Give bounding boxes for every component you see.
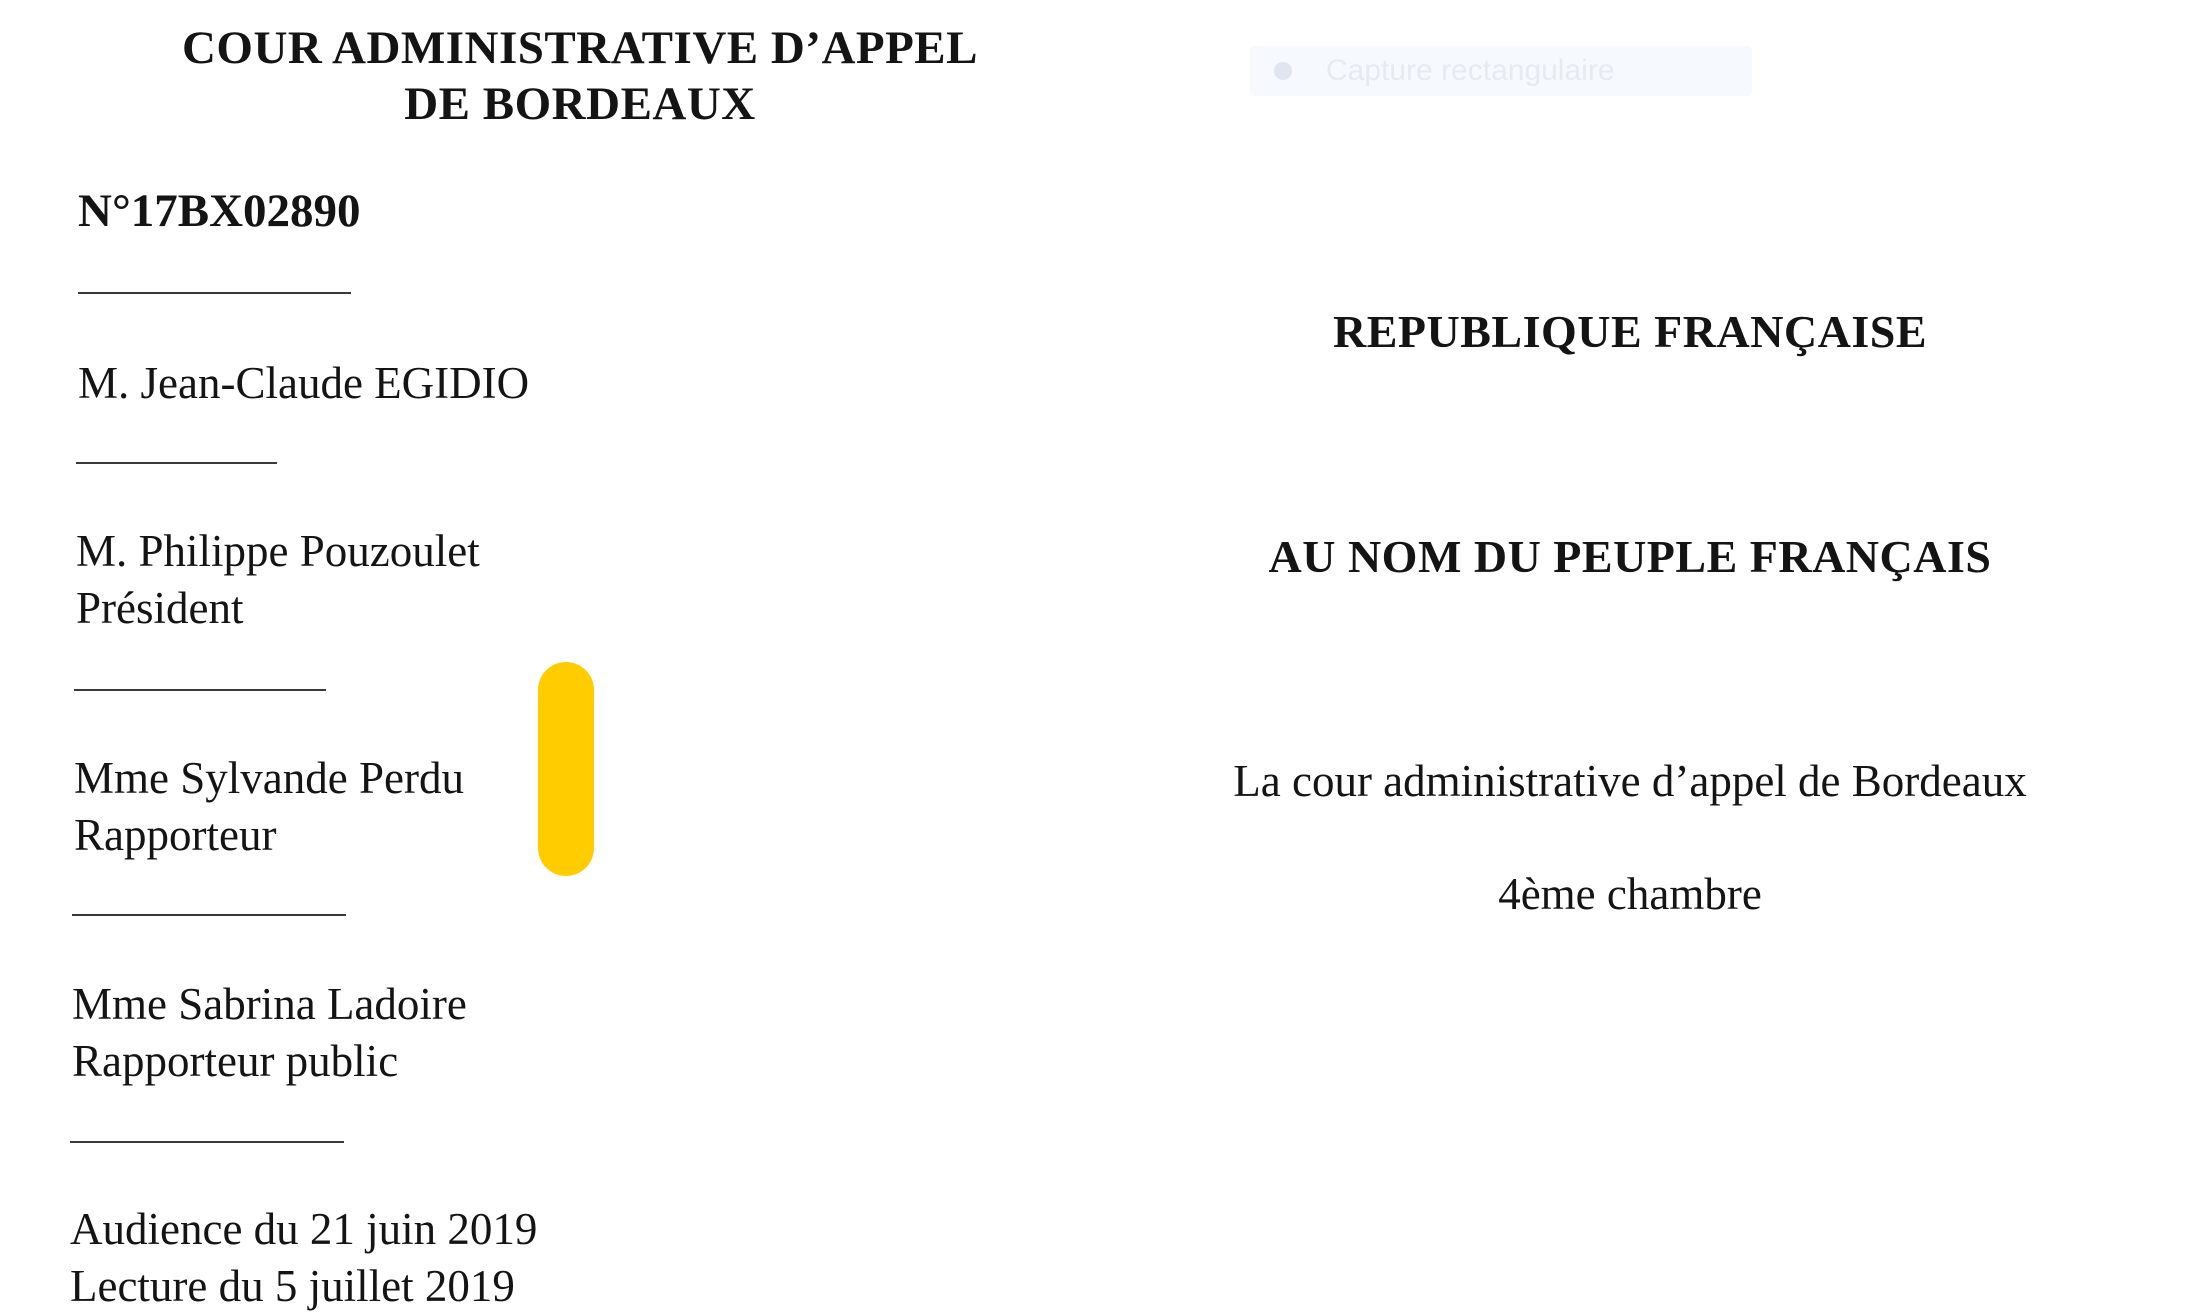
separator-rule [76, 462, 277, 464]
separator-rule [72, 914, 346, 916]
case-number: N°17BX02890 [78, 185, 361, 237]
capture-rectangle-button[interactable] [1250, 46, 1752, 96]
separator-rule [78, 292, 351, 294]
highlight-marker [538, 662, 594, 876]
capture-icon [1274, 62, 1292, 80]
capture-label: Capture rectangulaire [1326, 54, 1615, 87]
rapporteur-name: Mme Sylvande Perdu [74, 753, 464, 803]
hearing-date: Audience du 21 juin 2019 [70, 1204, 538, 1254]
president-role: Président [76, 583, 244, 633]
public-rapporteur-block [72, 976, 467, 1090]
court-title-line1: COUR ADMINISTRATIVE D’APPEL [181, 22, 979, 74]
court-title-line2: DE BORDEAUX [404, 78, 756, 130]
separator-rule [74, 689, 326, 691]
appellant-name: M. Jean-Claude EGIDIO [78, 358, 530, 408]
public-rapporteur-name: Mme Sabrina Ladoire [72, 979, 467, 1029]
public-rapporteur-role: Rapporteur public [72, 1036, 399, 1086]
chamber-label: 4ème chambre [1498, 869, 1762, 919]
separator-rule [70, 1141, 344, 1143]
dates-block [70, 1201, 537, 1315]
rapporteur-role: Rapporteur [74, 810, 277, 860]
president-block [76, 523, 480, 637]
court-full-name: La cour administrative d’appel de Bordeaux [1233, 756, 2027, 806]
president-name: M. Philippe Pouzoulet [76, 526, 480, 576]
court-title [160, 20, 1000, 132]
republic-heading: REPUBLIQUE FRANÇAISE [1332, 306, 1928, 357]
rapporteur-block [74, 750, 464, 864]
people-heading: AU NOM DU PEUPLE FRANÇAIS [1268, 531, 1992, 582]
reading-date: Lecture du 5 juillet 2019 [70, 1261, 515, 1311]
